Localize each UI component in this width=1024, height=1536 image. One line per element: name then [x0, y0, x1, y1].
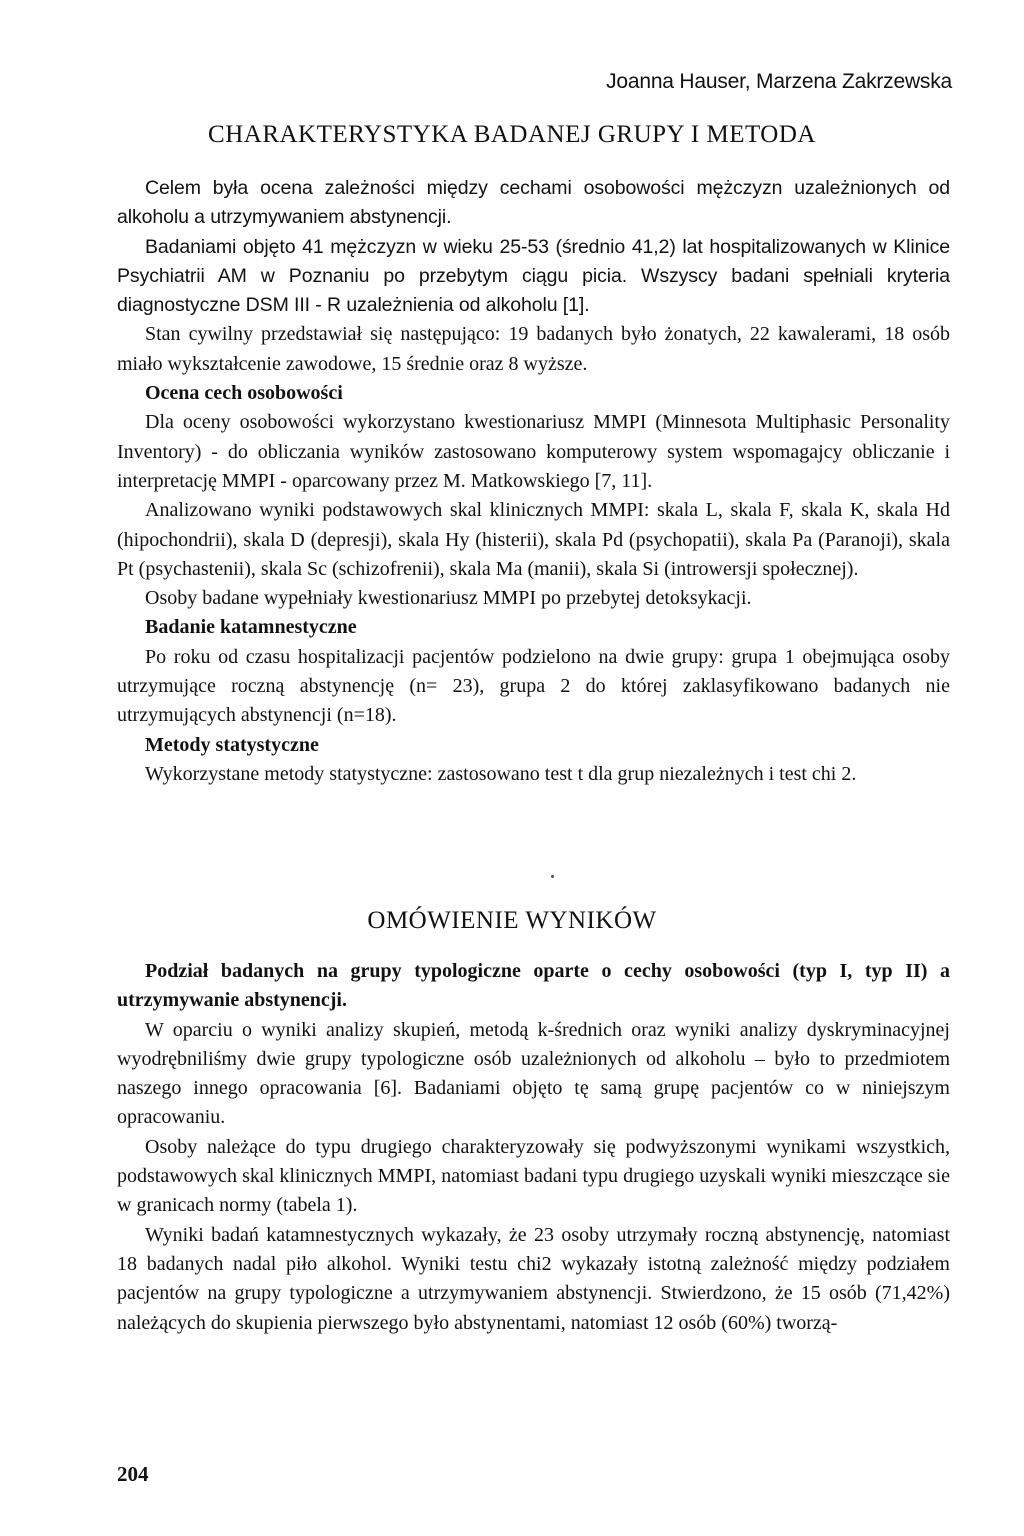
paragraph-marital-status: Stan cywilny przedstawiał się następująco: 19 badanych było żonatych, 22 kawalerami, 18 osób miało wykształcenie zawodowe, 15 średnie oraz 8 wyższe.	[117, 323, 950, 375]
stray-mark	[551, 875, 554, 878]
paragraph-aim: Celem była ocena zależności między cechami osobowości mężczyzn uzależnionych od alkoholu a utrzymywaniem abstynencji.	[117, 177, 950, 229]
section-title-group-and-method: CHARAKTERYSTYKA BADANEJ GRUPY I METODA	[208, 121, 816, 148]
running-header-authors: Joanna Hauser, Marzena Zakrzewska	[606, 70, 952, 93]
subheading-typology-abstinence: Podział badanych na grupy typologiczne oparte o cechy osobowości (typ I, typ II) a utrzymywanie abstynencji.	[117, 960, 950, 1012]
paragraph-cluster-analysis: W oparciu o wyniki analizy skupień, metodą k-średnich oraz wyniki analizy dyskryminacyjnej wyodrębniliśmy dwie grupy typologiczne osób uzależnionych od alkoholu – było to przedmiotem naszego innego opracowania [6]. Badaniami objęto tę samą grupę pacjentów co w niniejszym opracowaniu.	[117, 1018, 950, 1129]
page-number: 204	[117, 1462, 149, 1486]
subheading-follow-up-study: Badanie katamnestyczne	[145, 616, 357, 639]
section-title-results-discussion: OMÓWIENIE WYNIKÓW	[367, 907, 657, 934]
paragraph-type-two-scores: Osoby należące do typu drugiego charakteryzowały się podwyższonymi wynikami wszystkich, podstawowych skal klinicznych MMPI, natomiast badani typu drugiego uzyskali wyniki mieszczące sie w granicach normy (tabela 1).	[117, 1135, 950, 1217]
subheading-personality-assessment: Ocena cech osobowości	[145, 382, 343, 405]
paragraph-participants: Badaniami objęto 41 mężczyzn w wieku 25-53 (średnio 41,2) lat hospitalizowanych w Klinice Psychiatrii AM w Poznaniu po przebytym ciągu picia. Wszyscy badani spełniali kryteria diagnostyczne DSM III - R uzależnienia od alkoholu [1].	[117, 235, 950, 317]
paragraph-mmpi-scales: Analizowano wyniki podstawowych skal klinicznych MMPI: skala L, skala F, skala K, skala Hd (hipochondrii), skala D (depresji), skala Hy (histerii), skala Pd (psychopatii), skala Pa (Paranoji), skala Pt (psychastenii), skala Sc (schizofrenii), skala Ma (manii), skala Si (introwersji społecznej).	[117, 499, 950, 580]
paragraph-statistical-methods: Wykorzystane metody statystyczne: zastosowano test t dla grup niezależnych i test chi 2.	[145, 762, 857, 785]
section-body-results-discussion	[117, 957, 950, 1338]
paragraph-detoxification: Osoby badane wypełniały kwestionariusz MMPI po przebytej detoksykacji.	[145, 587, 752, 610]
section-body-group-and-method	[117, 174, 950, 789]
paragraph-mmpi-questionnaire: Dla oceny osobowości wykorzystano kwestionariusz MMPI (Minnesota Multiphasic Personality Inventory) - do obliczania wyników zastosowano komputerowy system wspomagajcy obliczanie i interpretację MMPI - oparcowany przez M. Matkowskiego [7, 11].	[117, 411, 950, 492]
subheading-statistical-methods: Metody statystyczne	[145, 733, 319, 756]
paragraph-follow-up-results: Wyniki badań katamnestycznych wykazały, że 23 osoby utrzymały roczną abstynencję, natomiast 18 badanych nadal piło alkohol. Wyniki testu chi2 wykazały istotną zależność między podziałem pacjentów na grupy typologiczne a utrzymywaniem abstynencji. Stwierdzono, że 15 osób (71,42%) należących do skupienia pierwszego było abstynentami, natomiast 12 osób (60%) tworzą-	[117, 1223, 950, 1334]
paragraph-follow-up-groups: Po roku od czasu hospitalizacji pacjentów podzielono na dwie grupy: grupa 1 obejmująca osoby utrzymujące roczną abstynencję (n= 23), grupa 2 do której zaklasyfikowano badanych nie utrzymujących abstynencji (n=18).	[117, 645, 950, 727]
